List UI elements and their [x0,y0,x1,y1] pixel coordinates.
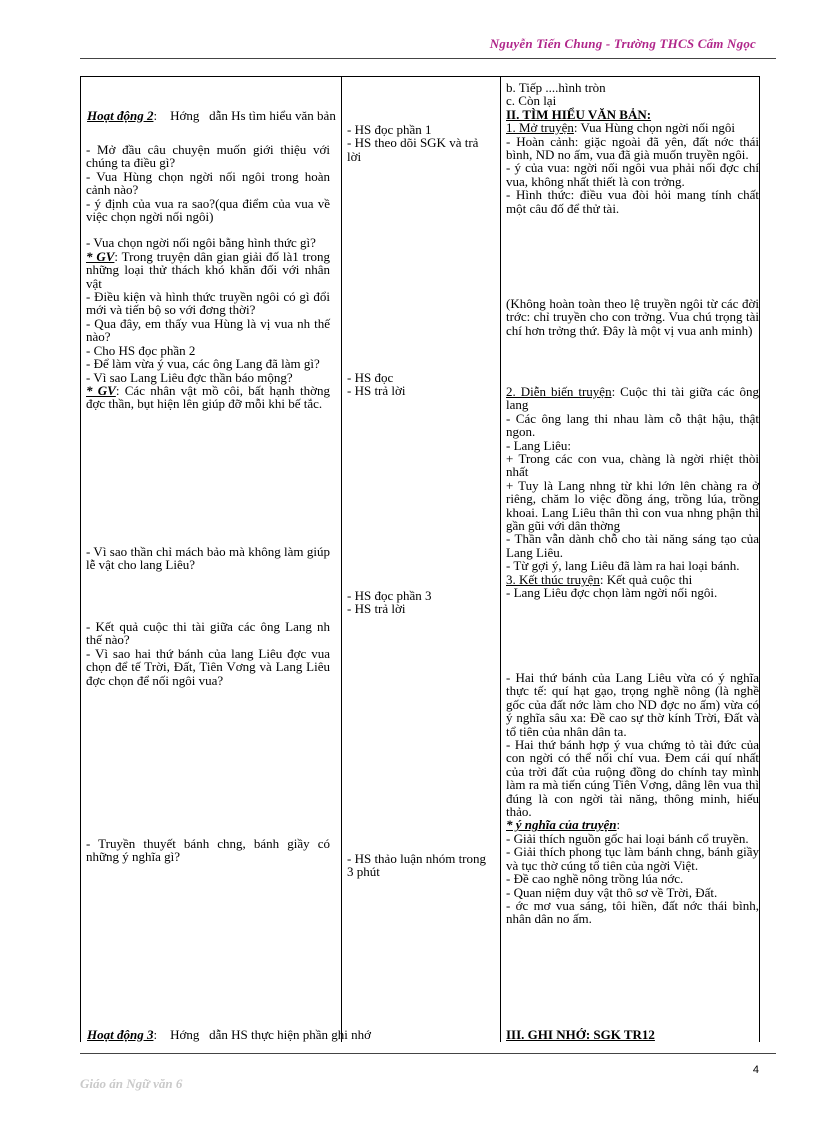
teacher-note [86,384,330,411]
column-divider-left [341,77,342,1042]
subheading: * ý nghĩa của truyện [506,817,617,833]
content-line: - Từ gợi ý, lang Liêu đã làm ra hai loại bánh. [506,558,740,574]
subheading-text: : Cuộc thi tài giữa các ông lang [506,384,759,413]
content-line: - ý của vua: ngời nối ngôi vua phải nối đợc chí vua, không nhất thiết là con trởng. [506,160,759,189]
section3-heading-wrap [506,1028,759,1041]
activity3-heading [87,1028,487,1041]
footer-divider [80,1053,776,1054]
teacher-column-part3 [86,620,330,687]
page-number: 4 [752,1064,759,1076]
gv-label: * GV [86,382,116,398]
content-line: - Các ông lang thi nhau làm cỗ thật hậu, thật ngon. [506,410,759,440]
gv-text: : Trong truyện dân gian giải đố là1 trong những loại thử thách khó khăn đối với nhân vật [86,248,330,291]
student-activity: - HS thảo luận nhóm trong 3 phút [347,851,487,880]
content-line: c. Còn lại [506,93,557,109]
footer-title: Giáo án Ngữ văn 6 [80,1076,183,1091]
teacher-column-part4 [86,837,330,864]
student-activity: - HS đọc phần 3 [347,588,432,603]
student-activity: - HS theo dõi SGK và trả lời [347,135,479,164]
student-activity: - HS đọc [347,370,394,385]
teacher-question: - Vì sao Lang Liêu đợc thần báo mộng? [86,369,293,385]
column-divider-right [500,77,501,1042]
content-column [506,81,759,215]
content-column-part2 [506,297,759,337]
subheading: 2. Diễn biến truyện [506,384,612,399]
activity2-heading [87,109,422,122]
subheading: 1. Mở truyện [506,120,574,136]
teacher-question: - Qua đây, em thấy vua Hùng là vị vua nh thế nào? [86,315,330,345]
content-line: - Lang Liêu đợc chọn làm ngời nối ngôi. [506,585,718,601]
teacher-question: - Truyền thuyết bánh chng, bánh giầy có những ý nghĩa gì? [86,836,330,865]
content-line: - Giải thích nguồn gốc hai loại bánh cổ truyền. [506,830,749,846]
content-line: - Quan niệm duy vật thô sơ về Trời, Đất. [506,884,718,900]
activity2-label: Hoạt động 2 [87,108,154,123]
content-line: - ớc mơ vua sáng, tôi hiền, đất nớc thái bình, nhân dân no ấm. [506,897,759,927]
student-activity: - HS trả lời [347,601,406,617]
teacher-question: - ý định của vua ra sao?(qua điểm của vua về việc chọn ngời nối ngôi) [86,195,330,225]
student-column [347,123,495,163]
student-activity: - HS trả lời [347,383,406,399]
section-heading: III. GHI NHỚ: SGK TR12 [506,1027,655,1042]
content-line: - Hai thứ bánh hợp ý vua chứng tỏ tài đức của con ngời có thể nối chí vua. Đem cái quí nhất của trời đất của ruộng đồng do chính tay mình làm ra mà tiến cúng Tiên Vơng, dâng lên vua thì đúng là con ngời tài năng, thông minh, hiếu thảo. [506,737,759,820]
subheading-text: : Vua Hùng chọn ngời nối ngôi [573,120,736,136]
teacher-question: - Vua Hùng chọn ngời nối ngôi trong hoàn cảnh nào? [86,168,330,198]
content-line: - Hình thức: điều vua đòi hỏi mang tính chất một câu đố để thử tài. [506,187,759,216]
content-column-part4 [506,671,759,926]
teacher-column-part2 [86,545,330,572]
subheading-text: : [616,817,621,833]
gv-label: * GV [86,248,115,264]
content-line: (Không hoàn toàn theo lệ truyền ngôi từ các đời trớc: chỉ truyền cho con trởng. Vua chú trọng tài chí hơn trởng thứ. Đây là một vị vua anh minh) [506,296,759,338]
content-column-part3 [506,385,759,600]
teacher-question: - Để làm vừa ý vua, các ông Lang đã làm gì? [86,356,320,372]
section-heading: II. TÌM HIỂU VĂN BẢN: [506,106,652,122]
teacher-question: - Vì sao hai thứ bánh của lang Liêu đợc vua chọn để tế Trời, Đất, Tiên Vơng và Lang Liêu đợc chọn để nối ngôi vua? [86,645,330,688]
teacher-question: - Mở đầu câu chuyện muốn giới thiệu với chúng ta điều gì? [86,142,330,171]
content-line: - Hoàn cảnh: giặc ngoài đã yên, đất nớc thái bình, ND no ấm, vua đã già muốn truyền ngôi. [506,133,759,163]
content-line: - Giải thích phong tục làm bánh chng, bánh giầy và tục thờ cúng tổ tiên của ngời Việt. [506,844,759,873]
activity2-text: : Hớng dẫn Hs tìm hiểu văn bản [153,108,336,123]
teacher-question: - Kết quả cuộc thi tài giữa các ông Lang nh thế nào? [86,619,330,648]
subheading: 3. Kết thúc truyện [506,571,600,587]
gv-text: : Các nhân vật mồ côi, bất hạnh thờng đợc thần, bụt hiện lên giúp đỡ mỗi khi bế tắc. [86,382,331,412]
teacher-question: - Điều kiện và hình thức truyền ngôi có gì đổi mới và tiến bộ so với đơng thời? [86,289,330,318]
teacher-note [86,250,330,290]
student-activity: - HS đọc phần 1 [347,122,432,137]
header-divider [80,58,776,59]
content-line: + Trong các con vua, chàng là ngời rhiệt thòi nhất [506,451,759,480]
student-column-part4 [347,852,495,879]
teacher-question: - Cho HS đọc phần 2 [86,342,196,358]
student-column-part2 [347,371,495,398]
content-line: - Đề cao nghề nông trồng lúa nớc. [506,871,684,887]
content-line: b. Tiếp ....hình tròn [506,80,606,95]
content-line: - Hai thứ bánh của Lang Liêu vừa có ý nghĩa thực tế: quí hạt gạo, trọng nghề nông (là nghề gốc của đất nớc làm cho ND đợc no ấm) vừa có ý nghĩa sâu xa: Đề cao sự thờ kính Trời, Đất và tổ tiên của nhân dân ta. [506,670,759,739]
subheading-text: : Kết quả cuộc thi [599,571,693,587]
teacher-question: - Vì sao thần chỉ mách bảo mà không làm giúp lễ vật cho lang Liêu? [86,544,330,573]
content-line: - Lang Liêu: [506,437,571,453]
student-column-part3 [347,589,495,616]
lesson-table [80,76,760,1042]
activity3-text: : Hớng dẫn HS thực hiện phần ghi nhớ [153,1027,372,1042]
activity3-label: Hoạt động 3 [87,1027,154,1042]
teacher-question: - Vua chọn ngời nối ngôi bằng hình thức gì? [86,235,316,251]
content-line: - Thần vẫn dành chỗ cho tài năng sáng tạo của Lang Liêu. [506,531,759,560]
teacher-column [86,143,330,411]
header-title: Nguyễn Tiến Chung - Trường THCS Cẩm Ngọc [489,36,756,51]
content-line: + Tuy là Lang nhng từ khi lớn lên chàng ra ở riêng, chăm lo việc đồng áng, trồng lúa, trồng khoai. Lang Liêu thân thì con vua nhng phận thì gần gũi với dân thờng [506,477,759,534]
